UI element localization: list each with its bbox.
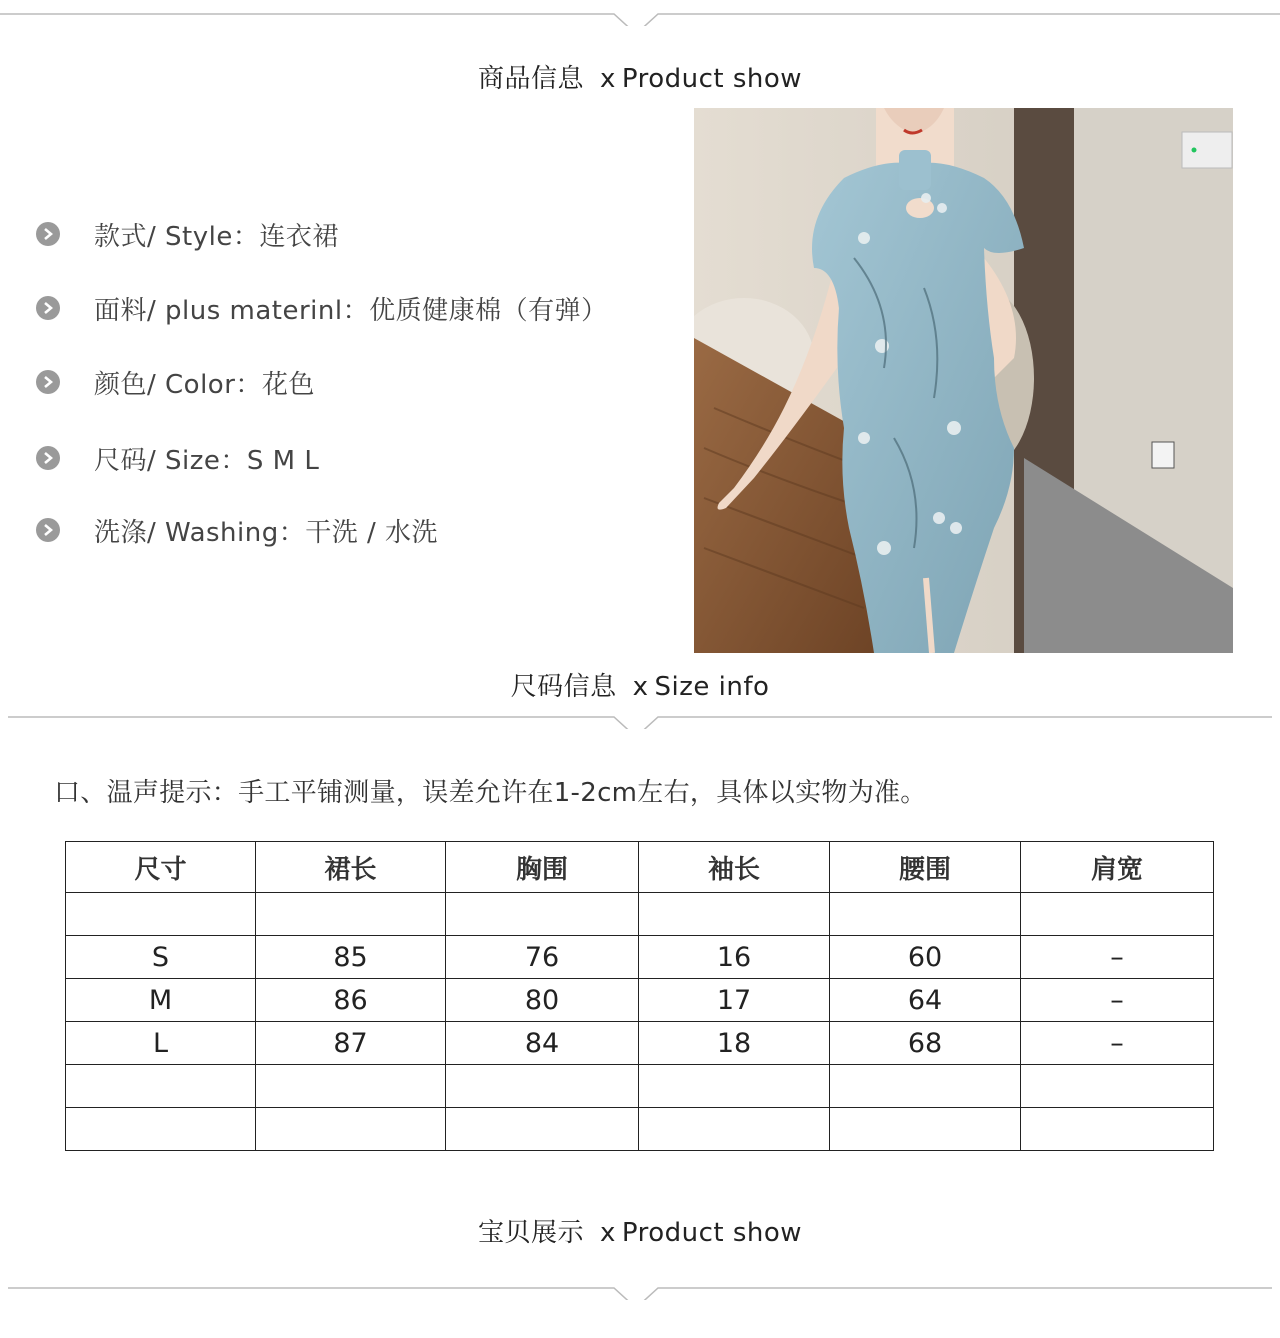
table-cell — [66, 1065, 256, 1108]
table-cell — [639, 1108, 830, 1151]
table-cell — [830, 1065, 1021, 1108]
table-cell: – — [1021, 936, 1214, 979]
chevron-right-icon — [36, 370, 60, 394]
table-cell: 18 — [639, 1022, 830, 1065]
header-size: 尺寸 — [66, 842, 256, 893]
gallery-title: 宝贝展示 x Product show — [477, 1218, 803, 1248]
table-row — [66, 1108, 1214, 1151]
table-cell — [256, 1065, 446, 1108]
table-cell: 16 — [639, 936, 830, 979]
table-cell: 85 — [256, 936, 446, 979]
table-cell — [639, 893, 830, 936]
chevron-right-icon — [36, 296, 60, 320]
table-cell: 68 — [830, 1022, 1021, 1065]
measurement-tip: 口、温声提示：手工平铺测量，误差允许在1-2cm左右，具体以实物为准。 — [54, 778, 927, 808]
table-cell: 60 — [830, 936, 1021, 979]
table-cell: L — [66, 1022, 256, 1065]
table-cell — [830, 893, 1021, 936]
table-cell: S — [66, 936, 256, 979]
size-table — [65, 841, 1214, 1151]
table-row — [66, 1022, 1214, 1065]
spec-text: 面料/ plus materinl：优质健康棉（有弹） — [94, 295, 608, 326]
table-cell: M — [66, 979, 256, 1022]
spec-text: 颜色/ Color：花色 — [94, 369, 315, 400]
header-sleeve-length: 袖长 — [639, 842, 830, 893]
table-row — [66, 936, 1214, 979]
table-cell — [446, 893, 639, 936]
table-cell: – — [1021, 979, 1214, 1022]
table-cell — [446, 1108, 639, 1151]
table-row — [66, 979, 1214, 1022]
table-cell — [256, 893, 446, 936]
table-cell: 86 — [256, 979, 446, 1022]
table-cell: 17 — [639, 979, 830, 1022]
chevron-right-icon — [36, 222, 60, 246]
table-cell — [1021, 1108, 1214, 1151]
table-cell — [66, 893, 256, 936]
table-cell — [639, 1065, 830, 1108]
header-bust: 胸围 — [446, 842, 639, 893]
table-cell — [256, 1108, 446, 1151]
table-cell — [830, 1108, 1021, 1151]
table-cell — [66, 1108, 256, 1151]
table-cell: 87 — [256, 1022, 446, 1065]
header-skirt-length: 裙长 — [256, 842, 446, 893]
spec-item-style — [36, 214, 339, 254]
table-cell — [1021, 1065, 1214, 1108]
table-cell: 64 — [830, 979, 1021, 1022]
table-cell — [446, 1065, 639, 1108]
bottom-divider — [0, 1276, 1280, 1300]
table-cell — [1021, 893, 1214, 936]
table-cell: – — [1021, 1022, 1214, 1065]
table-row — [66, 893, 1214, 936]
table-header-row — [66, 842, 1214, 893]
chevron-right-icon — [36, 446, 60, 470]
spec-item-material — [36, 288, 608, 328]
header-shoulder-width: 肩宽 — [1021, 842, 1214, 893]
chevron-right-icon — [36, 518, 60, 542]
table-row — [66, 1065, 1214, 1108]
spec-item-color — [36, 362, 315, 402]
size-info-title: 尺码信息 x Size info — [510, 672, 770, 702]
spec-text: 洗涤/ Washing：干洗 / 水洗 — [94, 517, 439, 548]
table-cell: 80 — [446, 979, 639, 1022]
product-photo — [694, 108, 1233, 653]
header-waist: 腰围 — [830, 842, 1021, 893]
middle-divider — [0, 705, 1280, 729]
spec-text: 款式/ Style：连衣裙 — [94, 221, 339, 252]
spec-text: 尺码/ Size：S M L — [94, 445, 320, 476]
spec-item-washing — [36, 510, 438, 550]
product-info-title: 商品信息 x Product show — [477, 64, 803, 94]
spec-item-size — [36, 438, 319, 478]
table-cell: 84 — [446, 1022, 639, 1065]
top-divider — [0, 2, 1280, 26]
table-cell: 76 — [446, 936, 639, 979]
